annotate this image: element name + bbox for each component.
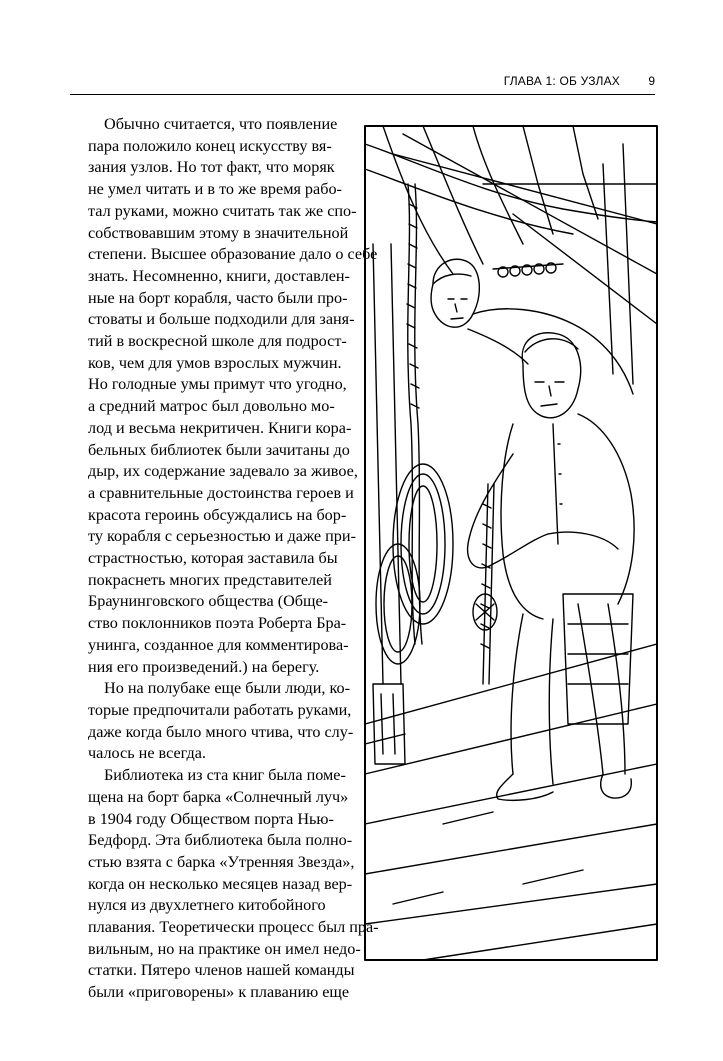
text-line: когда он несколько месяцев назад вер-: [88, 874, 353, 893]
text-line: ные на борт корабля, часто были про-: [88, 288, 348, 307]
text-line: Библиотека из ста книг была поме-: [104, 766, 346, 785]
text-line: плавания. Теоретически процесс был пра-: [88, 918, 379, 937]
sailors-illustration: [363, 124, 659, 962]
ink-drawing: [363, 124, 659, 962]
body-text-column: [88, 114, 379, 1004]
text-line: не умел читать и в то же время рабо-: [88, 180, 342, 199]
text-line: Обычно считается, что появление: [104, 115, 338, 133]
text-line: стоваты и больше подходили для заня-: [88, 310, 355, 329]
text-line: покраснеть многих представителей: [88, 570, 332, 589]
text-line: Но голодные умы примут что угодно,: [88, 375, 347, 394]
text-line: даже когда было много чтива, что слу-: [88, 722, 354, 741]
text-line: а сравнительные достоинства героев и: [88, 483, 354, 502]
text-line: лод и весьма некритичен. Книги кора-: [88, 418, 352, 437]
text-line: в 1904 году Обществом порта Нью-: [88, 809, 334, 828]
text-line: тал руками, можно считать так же спо-: [88, 201, 357, 220]
text-line: красота героинь обсуждались на бор-: [88, 505, 347, 524]
text-line: а средний матрос был довольно мо-: [88, 397, 335, 416]
running-header: [70, 70, 655, 95]
text-line: Но на полубаке еще были люди, ко-: [104, 679, 350, 698]
text-line: ство поклонников поэта Роберта Бра-: [88, 614, 347, 633]
text-line: унинга, созданное для комментирова-: [88, 635, 349, 654]
text-line: ния его произведений.) на берегу.: [88, 657, 320, 676]
text-line: щена на борт барка «Солнечный луч»: [88, 787, 349, 806]
text-line: вильным, но на практике он имел недо-: [88, 939, 361, 958]
text-line: страстностью, которая заставила бы: [88, 549, 338, 568]
text-line: чалось не всегда.: [88, 744, 206, 763]
text-line: ту корабля с серьезностью и даже при-: [88, 527, 356, 546]
text-line: стью взята с барка «Утренняя Звезда»,: [88, 852, 355, 871]
text-line: торые предпочитали работать руками,: [88, 700, 352, 719]
page-number: 9: [648, 74, 655, 88]
text-line: дыр, их содержание задевало за живое,: [88, 462, 358, 481]
text-line: Бедфорд. Эта библиотека была полно-: [88, 831, 353, 850]
text-line: тий в воскресной школе для подрост-: [88, 332, 347, 351]
text-line: пара положило конец искусству вя-: [88, 136, 332, 155]
text-line: знать. Несомненно, книги, доставлен-: [88, 266, 350, 285]
text-line: степени. Высшее образование дало о себе: [88, 245, 378, 264]
text-line: собствовавшим этому в значительной: [88, 223, 349, 242]
chapter-title: ГЛАВА 1: ОБ УЗЛАХ: [503, 74, 620, 88]
text-line: бельных библиотек были зачитаны до: [88, 440, 350, 459]
text-line: были «приговорены» к плаванию еще: [88, 983, 350, 1002]
text-line: Браунинговского общества (Обще-: [88, 592, 329, 611]
text-line: ков, чем для умов взрослых мужчин.: [88, 353, 342, 372]
text-line: зания узлов. Но тот факт, что моряк: [88, 158, 335, 177]
text-line: нулся из двухлетнего китобойного: [88, 896, 326, 915]
text-line: статки. Пятеро членов нашей команды: [88, 961, 355, 980]
